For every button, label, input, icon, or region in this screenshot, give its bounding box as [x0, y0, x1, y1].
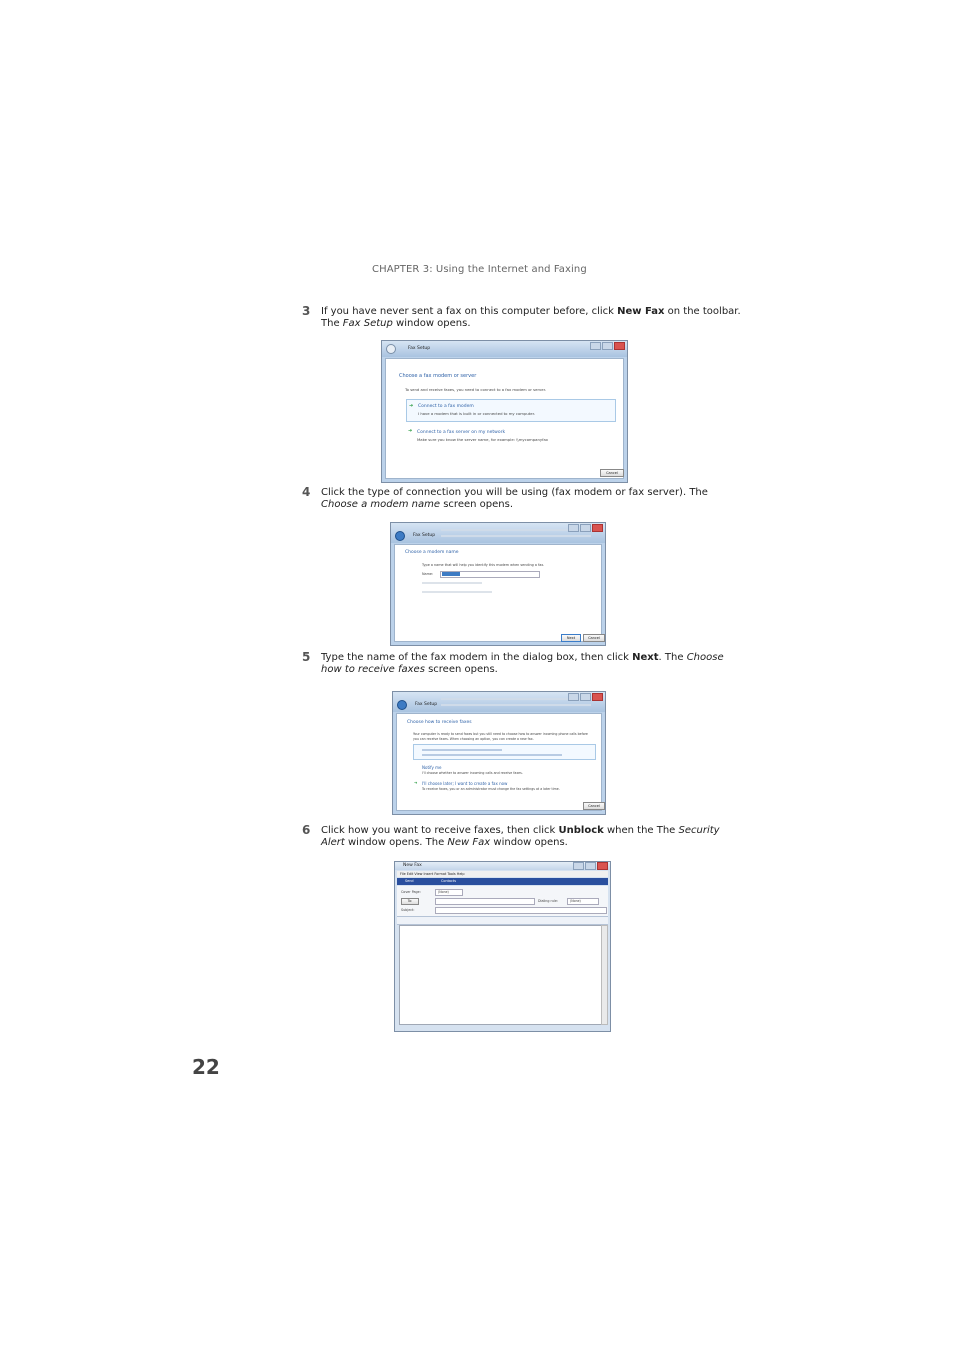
option3-desc: To receive faxes, you or an administrator must change the fax settings at a later time.	[422, 787, 560, 791]
dialog-intro: To send and receive faxes, you need to connect to a fax modem or server.	[405, 387, 547, 392]
step-number-3: 3	[302, 304, 311, 318]
dialing-rule-select: (None)	[567, 898, 599, 905]
dialing-rule-label: Dialing rule:	[538, 899, 559, 903]
back-icon	[395, 531, 405, 541]
subject-label: Subject:	[401, 908, 415, 912]
step-text-run: when the The	[603, 825, 679, 836]
name-input	[440, 571, 540, 578]
window-title: Fax Setup	[408, 346, 431, 351]
fax-body-editor	[399, 925, 602, 1025]
screenshot-fax-setup	[381, 340, 628, 483]
step-number-4: 4	[302, 485, 311, 499]
green-arrow-icon: ➜	[414, 780, 418, 785]
subject-input	[435, 907, 607, 914]
step-text-run: Choose how to receive faxes	[321, 652, 724, 675]
fax-toolbar	[397, 878, 608, 885]
next-button: Next	[561, 634, 581, 642]
cancel-button: Cancel	[600, 469, 624, 477]
cover-page-select: (None)	[435, 889, 463, 896]
maximize-icon	[580, 524, 591, 532]
dialog-heading: Choose a modem name	[405, 550, 459, 555]
maximize-icon	[602, 342, 613, 350]
step-text-run: Choose a modem name	[321, 498, 441, 510]
menu-bar: File Edit View Insert Format Tools Help	[397, 871, 608, 877]
option2-title: Connect to a fax server on my network	[417, 430, 506, 435]
dialog-intro-2: you can receive faxes. When choosing an option, you can create a new fax.	[413, 737, 534, 741]
option1-title: Connect to a fax modem	[418, 404, 474, 409]
close-icon	[592, 693, 603, 701]
option2-desc: Make sure you know the server name, for example: \\mycompanyfax	[417, 437, 549, 442]
option2-desc: I'll choose whether to answer incoming calls and receive faxes.	[422, 771, 523, 775]
step-text-run: Next	[632, 652, 659, 663]
step-number-5: 5	[302, 650, 311, 664]
green-arrow-icon: ➜	[408, 428, 413, 434]
step-text-run: . The	[658, 652, 687, 663]
step-text-run: Click how you want to receive faxes, then click	[321, 825, 559, 836]
close-icon	[614, 342, 625, 350]
step-text-run: New Fax	[617, 306, 665, 317]
scrollbar	[601, 925, 608, 1025]
minimize-icon	[573, 862, 584, 870]
step-text-run: on the toolbar. The	[321, 306, 741, 329]
step-text-run: Security Alert	[321, 825, 720, 848]
step-text-run: New Fax	[447, 836, 491, 848]
step-text-6	[321, 825, 741, 848]
dialog-intro: Type a name that will help you identify this modem when sending a fax.	[422, 563, 545, 567]
page-number: 22	[192, 1055, 220, 1079]
cover-page-label: Cover Page:	[401, 890, 421, 894]
step-text-run: window opens. The	[344, 836, 448, 848]
step-text-4	[321, 487, 741, 510]
step-text-run: window opens.	[490, 836, 568, 848]
window-title: Fax Setup	[413, 533, 436, 538]
option2-title: Notify me	[422, 765, 442, 770]
minimize-icon	[590, 342, 601, 350]
screenshot-modem-name	[390, 522, 606, 646]
dialog-heading: Choose a fax modem or server	[399, 373, 477, 379]
send-button: Send	[405, 879, 414, 883]
running-header: CHAPTER 3: Using the Internet and Faxing	[372, 264, 587, 275]
window-title: Fax Setup	[415, 702, 438, 707]
minimize-icon	[568, 524, 579, 532]
to-button: To:	[401, 898, 419, 905]
contacts-button: Contacts	[441, 879, 456, 883]
step-number-6: 6	[302, 823, 311, 837]
step-text-run: Fax Setup	[342, 317, 393, 329]
window-title: New Fax	[403, 863, 422, 868]
back-icon	[397, 700, 407, 710]
option1-desc: I have a modem that is built in or connected to my computer.	[418, 411, 536, 416]
dialog-intro-1: Your computer is ready to send faxes but you still need to choose how to answer incoming phone calls before	[413, 732, 588, 736]
maximize-icon	[585, 862, 596, 870]
option-fax-modem	[406, 399, 616, 422]
step-text-run: Type the name of the fax modem in the dialog box, then click	[321, 652, 633, 663]
screenshot-new-fax	[394, 861, 611, 1032]
step-text-run: screen opens.	[424, 663, 498, 675]
option-answer-automatically	[413, 744, 596, 760]
formatting-toolbar	[397, 916, 608, 925]
step-text-run: screen opens.	[440, 498, 513, 510]
option3-title: I'll choose later; I want to create a fax now	[422, 781, 508, 786]
green-arrow-icon: ➜	[409, 403, 414, 409]
step-text-run: If you have never sent a fax on this computer before, click	[321, 306, 618, 317]
screenshot-receive-faxes	[392, 691, 606, 815]
name-label: Name:	[422, 572, 434, 576]
step-text-5	[321, 652, 741, 675]
maximize-icon	[580, 693, 591, 701]
cancel-button: Cancel	[583, 634, 605, 642]
cancel-button: Cancel	[583, 802, 605, 810]
step-text-run: Click the type of connection you will be using (fax modem or fax server). The	[321, 487, 708, 498]
to-input	[435, 898, 535, 905]
close-icon	[597, 862, 608, 870]
back-icon	[386, 344, 396, 354]
step-text-run: Unblock	[558, 825, 604, 836]
step-text-run: window opens.	[392, 317, 471, 329]
dialog-heading: Choose how to receive faxes	[407, 720, 472, 725]
close-icon	[592, 524, 603, 532]
minimize-icon	[568, 693, 579, 701]
step-text-3	[321, 306, 741, 329]
